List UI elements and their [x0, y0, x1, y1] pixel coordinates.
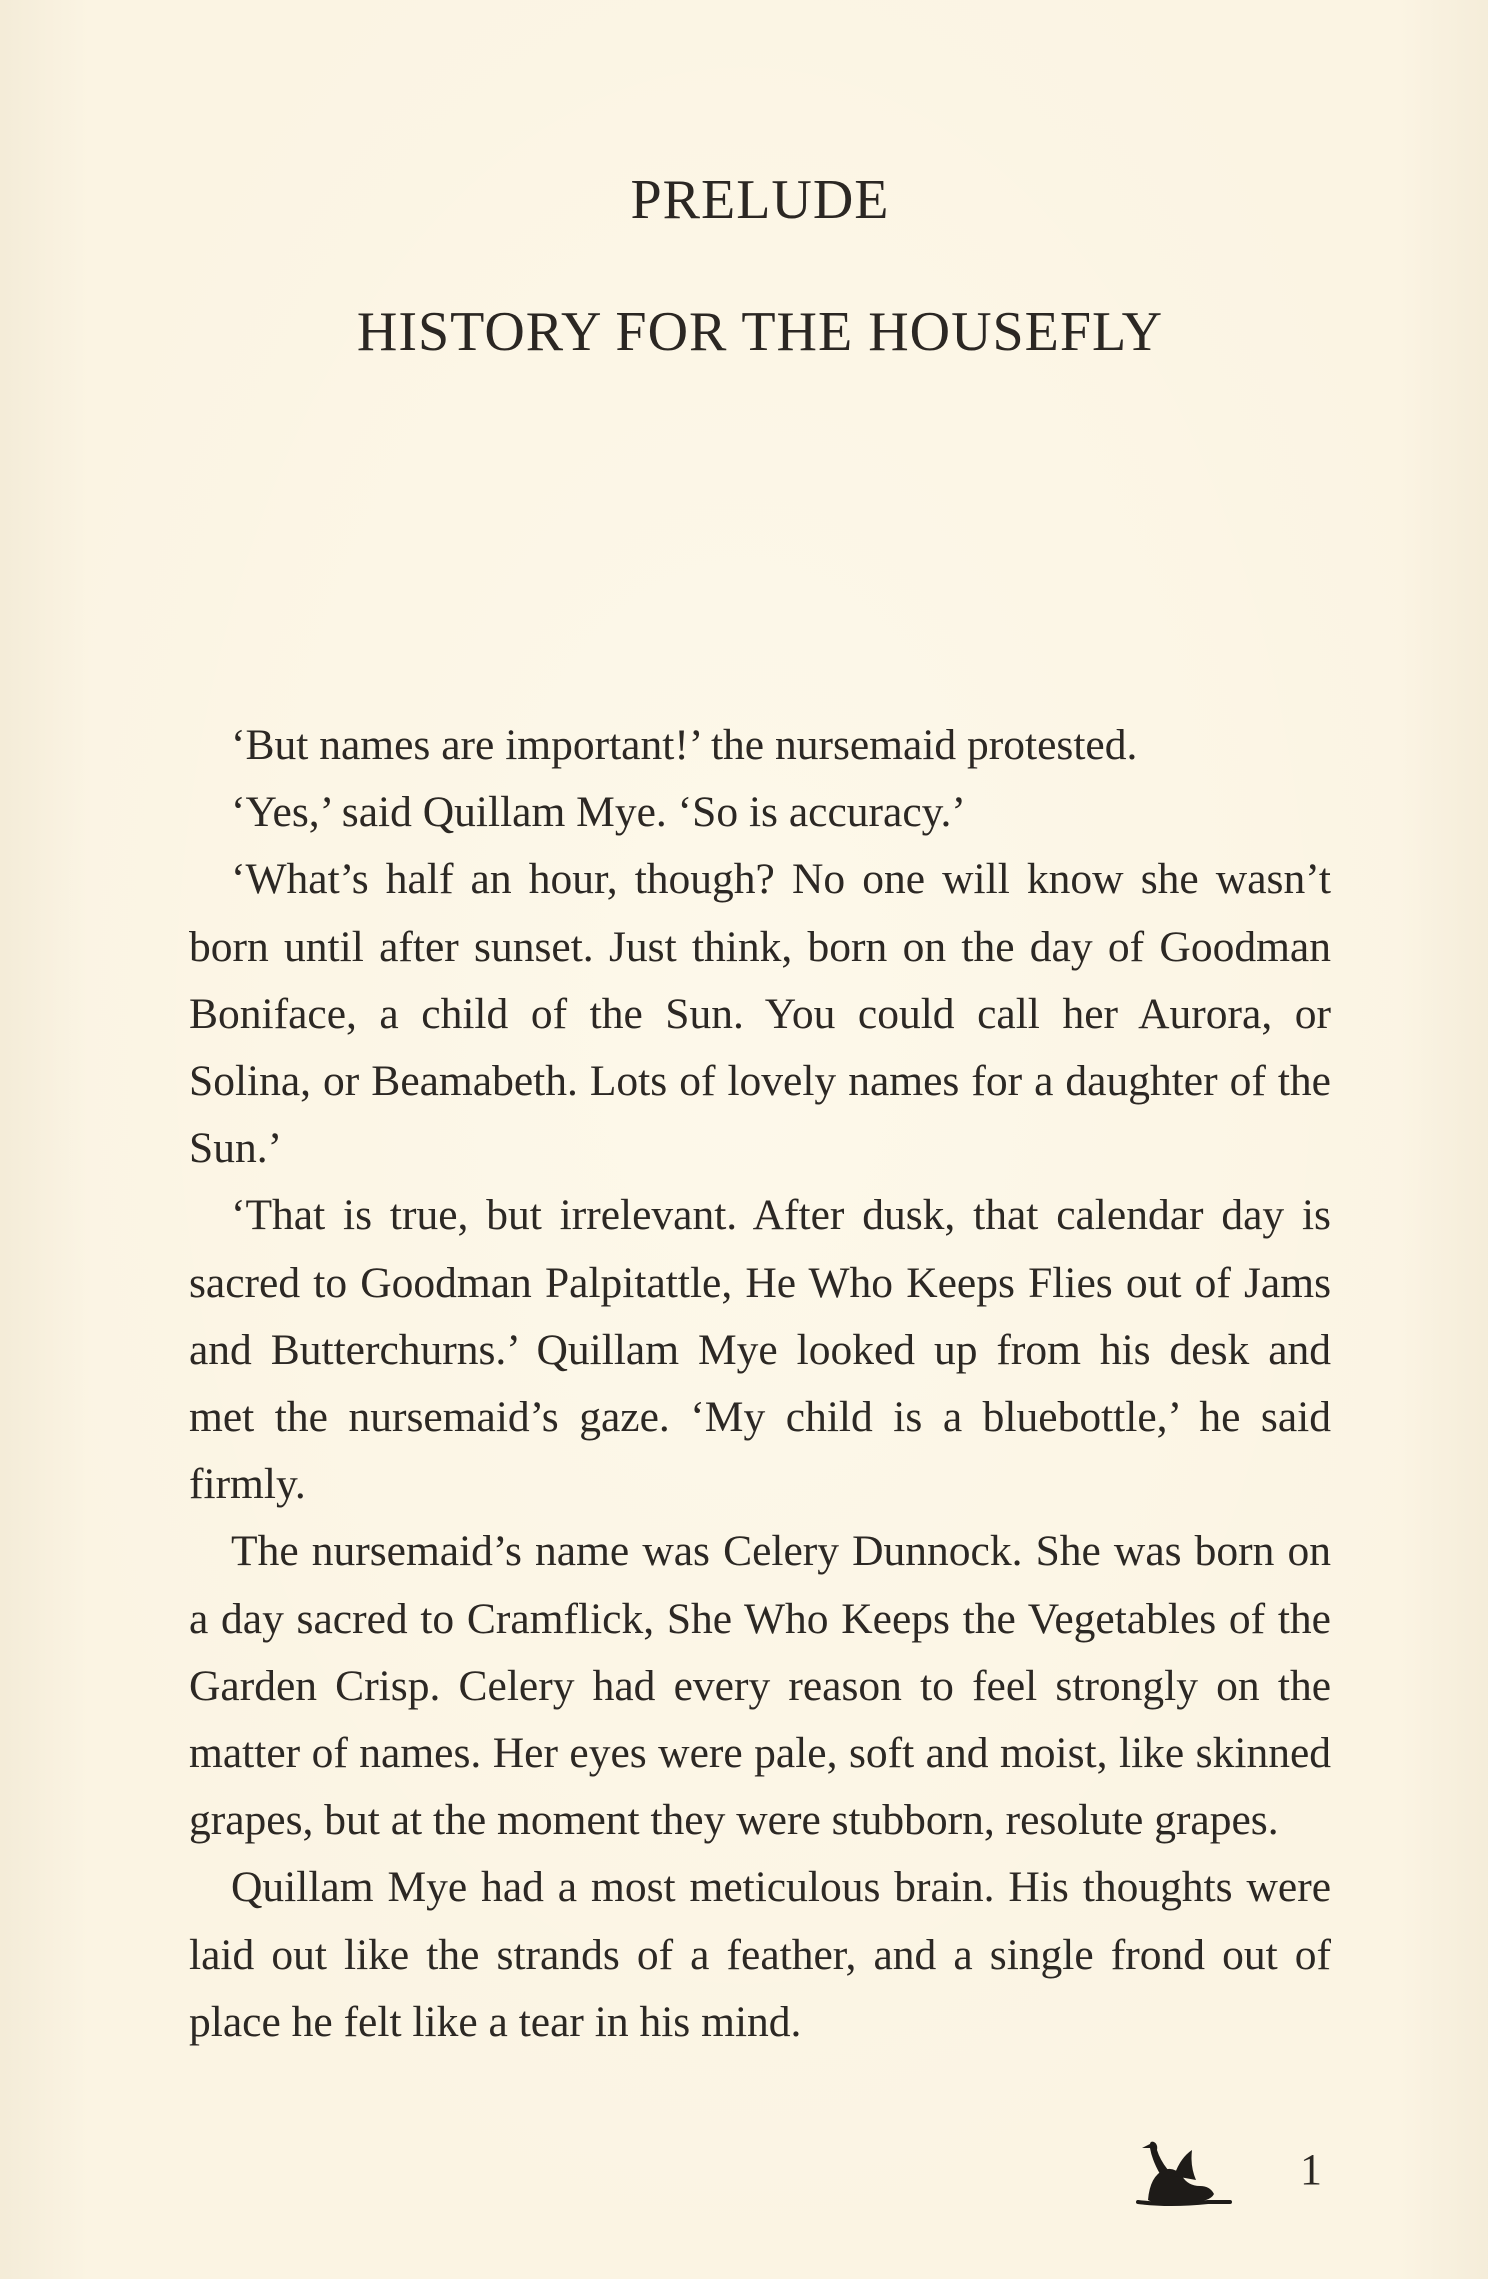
- chapter-title: PRELUDE: [630, 169, 890, 231]
- goose-icon: [1130, 2136, 1240, 2216]
- paragraph-5: The nursemaid’s name was Celery Dunnock. She was born on a day sacred to Cramflick, She Who Keeps the Vegetables of the Garden Crisp. Celery had every reason to feel strongly on the matter of names. Her eyes were pale, soft and moist, like skinned grapes, but at the moment they were stubborn, resolute grapes.: [189, 1527, 1331, 1845]
- chapter-body: [189, 712, 1331, 2056]
- paragraph-3: ‘What’s half an hour, though? No one will know she wasn’t born until after sunset. Just think, born on the day of Goodman Boniface, a child of the Sun. You could call her Aurora, or Solina, or Beamabeth. Lots of lovely names for a daughter of the Sun.’: [189, 855, 1331, 1173]
- paragraph-1: ‘But names are important!’ the nursemaid protested.: [231, 721, 1138, 769]
- page-number: 1: [1300, 2145, 1322, 2194]
- paragraph-4: ‘That is true, but irrelevant. After dusk, that calendar day is sacred to Goodman Palpitattle, He Who Keeps Flies out of Jams and Butterchurns.’ Quillam Mye looked up from his desk and met the nursemaid’s gaze. ‘My child is a bluebottle,’ he said firmly.: [189, 1191, 1331, 1509]
- chapter-subtitle: HISTORY FOR THE HOUSEFLY: [356, 301, 1164, 363]
- page-footer: [1130, 2136, 1330, 2216]
- paragraph-2: ‘Yes,’ said Quillam Mye. ‘So is accuracy.’: [231, 788, 966, 837]
- paragraph-6: Quillam Mye had a most meticulous brain. His thoughts were laid out like the strands of a feather, and a single frond out of place he felt like a tear in his mind.: [189, 1863, 1331, 2046]
